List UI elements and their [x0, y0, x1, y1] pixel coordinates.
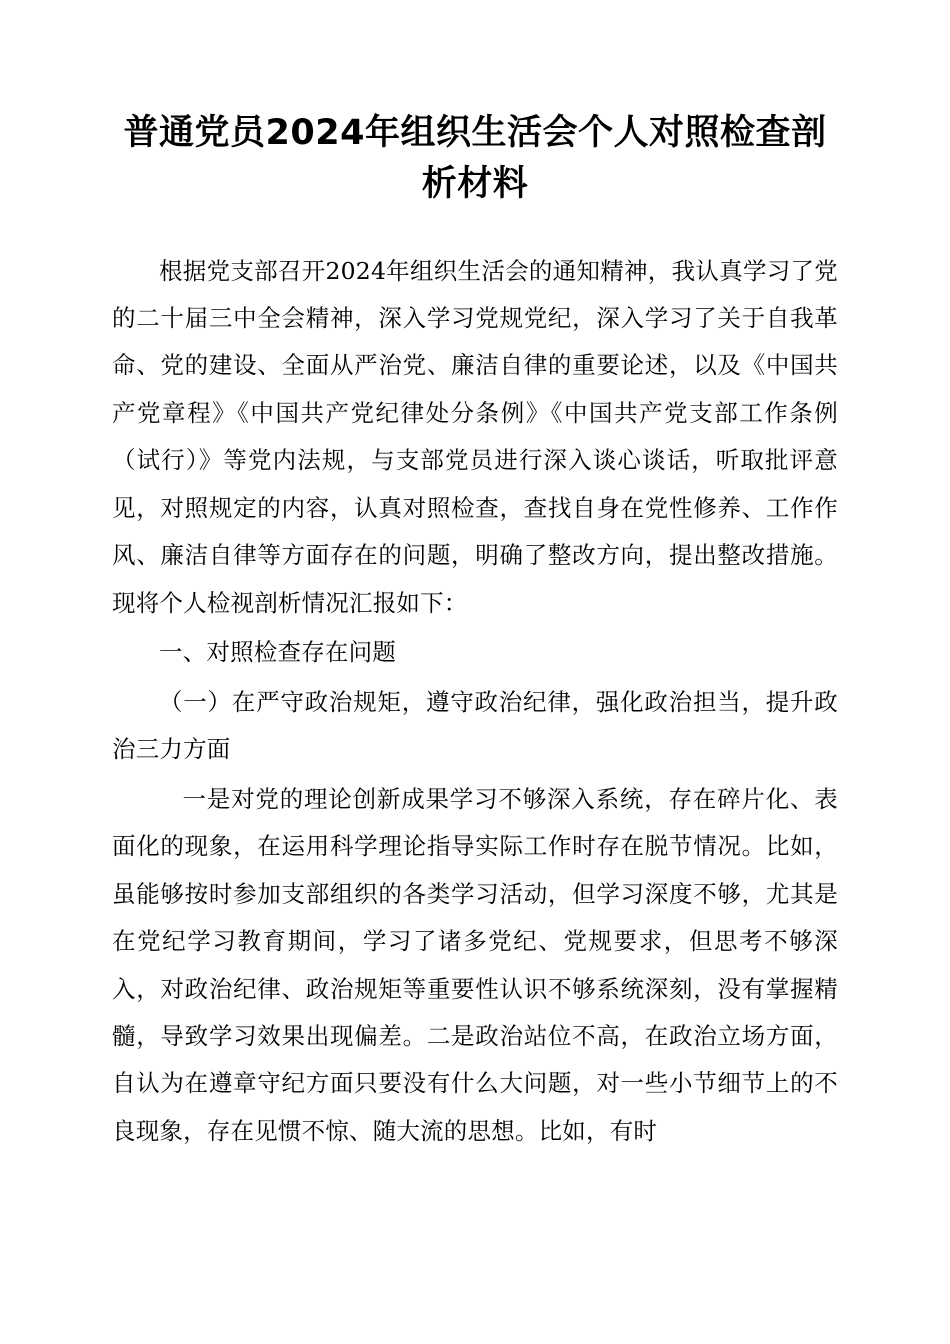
page-title: 普通党员2024年组织生活会个人对照检查剖析材料 — [123, 113, 827, 204]
paragraph-section-heading-one: 一、对照检查存在问题 — [159, 638, 396, 667]
paragraph-subsection-heading-one: （一）在严守政治规矩，遵守政治纪律，强化政治担当，提升政治三力方面 — [112, 687, 838, 764]
paragraph-point-one: 一是对党的理论创新成果学习不够深入系统，存在碎片化、表面化的现象，在运用科学理论指导实际工作时存在脱节情况。比如，虽能够按时参加支部组织的各类学习活动，但学习深度不够，尤其是在党纪学习教育期间，学习了诸多党纪、党规要求，但思考不够深入，对政治纪律、政治规矩等重要性认识不够系统深刻，没有掌握精髓，导致学习效果出现偏差。二是政治站位不高，在政治立场方面，自认为在遵章守纪方面只要没有什么大问题，对一些小节细节上的不良现象，存在见惯不惊、随大流的思想。比如，有时 — [112, 784, 838, 1145]
paragraph-intro: 根据党支部召开2024年组织生活会的通知精神，我认真学习了党的二十届三中全会精神，深入学习党规党纪，深入学习了关于自我革命、党的建设、全面从严治党、廉洁自律的重要论述，以及《中国共产党章程》《中国共产党纪律处分条例》《中国共产党支部工作条例（试行）》等党内法规，与支部党员进行深入谈心谈话，听取批评意见，对照规定的内容，认真对照检查，查找自身在党性修养、工作作风、廉洁自律等方面存在的问题，明确了整改方向，提出整改措施。现将个人检视剖析情况汇报如下： — [112, 256, 838, 617]
document-body — [112, 248, 838, 1156]
